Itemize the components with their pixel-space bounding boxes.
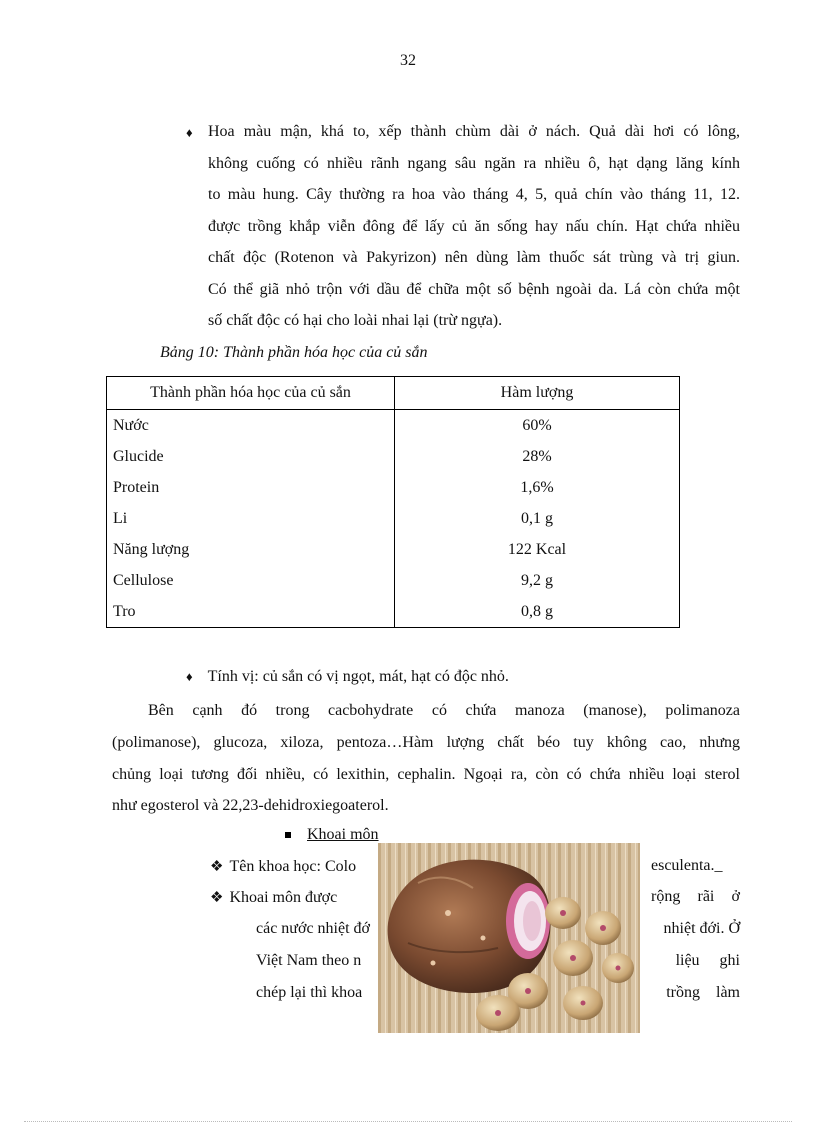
table-row — [107, 503, 680, 534]
indent-line-right: trồng làm — [666, 984, 740, 1001]
diamond-bullet-icon: ♦ — [186, 669, 193, 684]
table-caption: Bảng 10: Thành phần hóa học của củ sắn — [160, 344, 428, 361]
indent-line-left: các nước nhiệt đớ — [256, 920, 370, 937]
section-heading — [285, 826, 379, 844]
diamond-bullet-icon: ♦ — [186, 125, 193, 140]
amount-cell: 1,6% — [520, 478, 554, 496]
column-header-component: Thành phần hóa học của củ sắn — [107, 377, 395, 410]
indent-line-left: Việt Nam theo n — [256, 952, 362, 969]
table-row — [107, 472, 680, 503]
item-text-right: esculenta._ — [651, 857, 723, 874]
paragraph-line: Hoa màu mận, khá to, xếp thành chùm dài ở nách. Quả dài hơi có lông, — [208, 123, 740, 140]
component-cell: Cellulose — [107, 565, 395, 596]
table-row — [107, 441, 680, 472]
list-item — [210, 888, 337, 907]
taro-illustration — [378, 843, 640, 1033]
component-cell: Li — [107, 503, 395, 534]
table-row — [107, 596, 680, 628]
table-row — [107, 534, 680, 565]
page-number: 32 — [400, 52, 416, 69]
item-text-left: Khoai môn được — [229, 889, 338, 906]
paragraph-line: số chất độc có hại cho loài nhai lại (trừ ngựa). — [208, 312, 503, 329]
item-text-left: Tên khoa học: Colo — [229, 858, 357, 875]
indent-line-right: nhiệt đới. Ở — [663, 920, 740, 937]
square-bullet-icon — [285, 832, 291, 838]
table-header-row — [107, 377, 680, 410]
page-bottom-border — [24, 1121, 792, 1122]
amount-cell: 60% — [522, 416, 552, 434]
paragraph-line: không cuống có nhiều rãnh ngang sâu ngăn ra nhiều ô, hạt dạng lăng kính — [208, 154, 740, 172]
chemical-composition-table — [106, 376, 680, 628]
component-cell: Glucide — [107, 441, 395, 472]
diamond-ornament-icon: ❖ — [210, 859, 224, 875]
section-title: Khoai môn — [307, 826, 379, 843]
amount-cell: 122 Kcal — [507, 540, 567, 558]
amount-cell: 0,8 g — [521, 602, 553, 620]
amount-cell: 28% — [522, 447, 552, 465]
paragraph-line: chủng loại tương đối nhiều, có lexithin, cephalin. Ngoại ra, còn có chứa nhiều loại sterol — [112, 766, 740, 783]
column-header-amount: Hàm lượng — [395, 377, 680, 410]
paragraph-line: chất độc (Rotenon và Pakyrizon) nên dùng làm thuốc sát trùng và trị giun. — [208, 249, 740, 266]
component-cell: Năng lượng — [107, 534, 395, 565]
component-cell: Protein — [107, 472, 395, 503]
table-row — [107, 565, 680, 596]
paragraph-line: to màu hung. Cây thường ra hoa vào tháng 4, 5, quả chín vào tháng 11, 12. — [208, 186, 740, 203]
taste-text: Tính vị: củ sắn có vị ngọt, mát, hạt có độc nhỏ. — [207, 668, 509, 685]
component-cell: Tro — [107, 596, 395, 628]
paragraph-flower-description — [186, 116, 740, 337]
paragraph-line: Bên cạnh đó trong cacbohydrate có chứa manoza (manose), polimanoza — [148, 702, 740, 719]
paragraph-line: Có thể giã nhỏ trộn với dầu để chữa một số bệnh ngoài da. Lá còn chứa một — [208, 280, 740, 298]
indent-line-right: liệu ghi — [675, 952, 740, 969]
paragraph-line: (polimanose), glucoza, xiloza, pentoza…Hàm lượng chất béo tuy không cao, nhưng — [112, 734, 740, 751]
indent-line-left: chép lại thì khoa — [256, 984, 363, 1001]
paragraph-line: được trồng khắp viễn đông để lấy củ ăn sống hay nấu chín. Hạt chứa nhiều — [208, 217, 740, 235]
diamond-ornament-icon: ❖ — [210, 890, 224, 906]
component-cell: Nước — [107, 410, 395, 442]
amount-cell: 0,1 g — [521, 509, 553, 527]
paragraph-line: như egosterol và 22,23-dehidroxiegoaterol. — [112, 797, 389, 814]
item-text-right: rộng rãi ở — [651, 888, 740, 905]
table-row — [107, 410, 680, 442]
list-item — [210, 857, 356, 876]
amount-cell: 9,2 g — [521, 571, 553, 589]
taste-bullet — [186, 668, 509, 686]
taro-photo — [378, 843, 640, 1033]
